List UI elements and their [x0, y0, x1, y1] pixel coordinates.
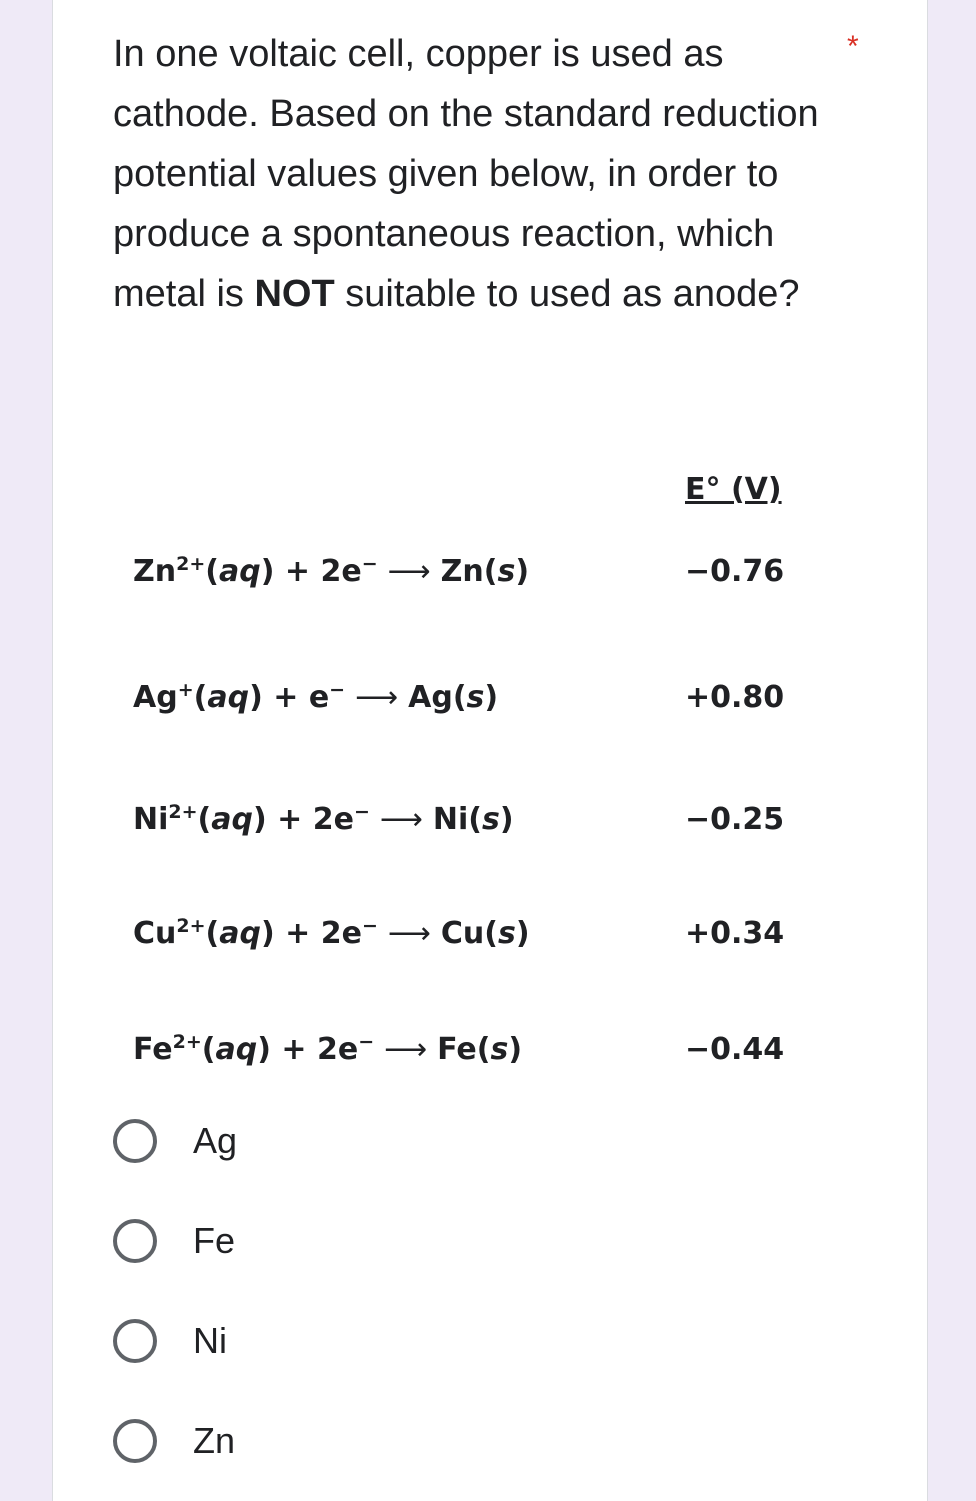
potential-value: −0.44 [685, 1032, 785, 1067]
option-label: Zn [193, 1420, 236, 1461]
potential-value: −0.76 [685, 554, 785, 589]
reaction-row: $Cu^{2+}(aq) + 2e^-$ ⟶ Cu(s) [133, 915, 530, 951]
option-label: Fe [193, 1220, 236, 1261]
question-text-part: In one voltaic cell, copper is used as cathode. Based on the standard reduction potential values given below, in order to produce a spontaneous reaction, which metal is [113, 33, 819, 315]
reaction-arrow-icon: ⟶ [384, 1032, 428, 1067]
option-zn[interactable] [113, 1415, 713, 1471]
reduction-potential-table [53, 0, 927, 1100]
radio-button-icon[interactable] [113, 1219, 157, 1263]
radio-button-icon[interactable] [113, 1119, 157, 1163]
potential-value: +0.34 [685, 916, 785, 951]
question-text-part: suitable to used as anode? [334, 273, 800, 315]
reaction-arrow-icon: ⟶ [379, 802, 423, 837]
potential-value: −0.25 [685, 802, 785, 837]
potential-value: +0.80 [685, 680, 785, 715]
option-label: Ag [193, 1120, 238, 1161]
reaction-arrow-icon: ⟶ [387, 554, 431, 589]
question-card [52, 0, 928, 1501]
radio-button-icon[interactable] [113, 1419, 157, 1463]
option-ni[interactable] [113, 1315, 713, 1371]
reaction-arrow-icon: ⟶ [387, 916, 431, 951]
reaction-row: Ag+(aq) + e− ⟶ Ag(s) [133, 679, 499, 715]
option-fe[interactable] [113, 1215, 713, 1271]
option-ag[interactable] [113, 1115, 713, 1171]
question-emphasis: NOT [254, 273, 335, 315]
required-asterisk: * [847, 30, 859, 63]
reaction-row: $Ni^{2+}(aq) + 2e^-$ ⟶ Ni(s) [133, 801, 514, 837]
reaction-arrow-icon: ⟶ [355, 680, 399, 715]
reaction-row: $Fe^{2+}(aq) + 2e^-$ ⟶ Fe(s) [133, 1031, 523, 1067]
radio-button-icon[interactable] [113, 1319, 157, 1363]
reaction-row: $Zn^{2+}(aq) + 2e^-$ ⟶ Zn(s) [133, 553, 530, 589]
potential-column-header: E° (V) [685, 472, 782, 507]
option-label: Ni [193, 1320, 227, 1361]
